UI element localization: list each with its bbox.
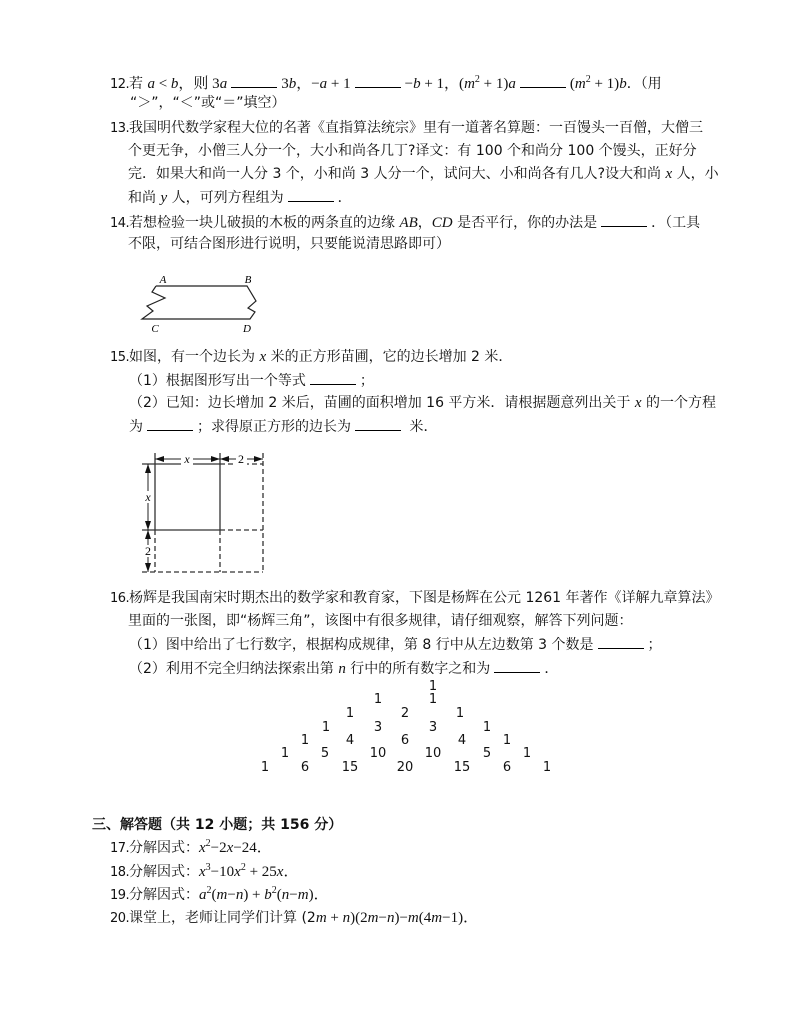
math-op: −1)．	[442, 910, 479, 926]
text-run: ；	[647, 637, 662, 653]
problem-13-line-2: 个更无争，小僧三人分一个，大小和尚各几丁?译文：有 100 个和尚分 100 个馒头，正好分	[128, 143, 697, 159]
text-run: ．（用	[626, 76, 662, 92]
math-var: x	[634, 395, 642, 411]
triangle-number: 1	[428, 692, 438, 707]
text-run: 课堂上，老师让同学们计算 (2	[129, 910, 316, 926]
superscript: 2	[474, 74, 480, 85]
problem-16-part-1	[129, 635, 662, 654]
math-op: )(2	[350, 910, 368, 926]
dashed-extension	[142, 453, 263, 572]
problem-18	[110, 863, 298, 883]
problem-12-line-2: “＞”，“＜”或“＝”填空）	[130, 95, 286, 111]
problem-16-line-2: 里面的一张图，即“杨辉三角”，该图中有很多规律，请仔细观察，解答下列问题：	[128, 613, 633, 629]
math-op: −	[404, 76, 414, 92]
text-run: 若想检验一块儿破损的木板的两条直的边缘	[129, 215, 400, 231]
math-op: ．	[283, 864, 299, 880]
math-op: + 25	[245, 864, 277, 880]
math-var: AB	[399, 215, 418, 231]
triangle-number: 1	[260, 760, 270, 775]
triangle-number: 3	[428, 720, 438, 735]
math-op: −2	[210, 840, 227, 856]
math-var: y	[160, 190, 168, 206]
label-left-2: 2	[145, 544, 151, 558]
triangle-number: 5	[482, 746, 492, 761]
label-c: C	[151, 323, 159, 335]
math-var: a	[199, 887, 207, 903]
answer-blank	[601, 213, 647, 227]
math-var: m	[297, 887, 309, 903]
problem-number: 17.	[110, 841, 130, 856]
text-run: （1）图中给出了七行数字，根据构成规律，第 8 行中从左边数第 3 个数是	[129, 637, 594, 653]
text-run: （2）已知：边长增加 2 米后，苗圃的面积增加 16 平方米．请根据题意列出关于	[129, 395, 635, 411]
math-op: −	[289, 887, 298, 903]
math-var: x	[259, 349, 267, 365]
math-op: −	[227, 887, 236, 903]
text-run: 为	[129, 419, 143, 435]
broken-board-figure	[130, 265, 280, 340]
text-run: 若	[129, 76, 148, 92]
math-op: ) +	[243, 887, 265, 903]
triangle-number: 1	[345, 706, 355, 721]
math-op: )．	[308, 887, 329, 903]
math-op: )−	[394, 910, 408, 926]
text-run: ．	[337, 190, 352, 206]
problem-12-line-1	[110, 74, 662, 95]
problem-number: 15.	[110, 350, 130, 365]
answer-blank	[520, 74, 566, 88]
problem-number: 13.	[110, 121, 130, 136]
problem-number: 14.	[110, 216, 130, 231]
math-var: m	[407, 910, 419, 926]
triangle-number: 3	[373, 720, 383, 735]
answer-blank	[355, 74, 401, 88]
triangle-number: 2	[400, 706, 410, 721]
triangle-number: 6	[502, 760, 512, 775]
math-var: x	[234, 864, 241, 880]
math-var: n	[386, 910, 395, 926]
answer-blank	[598, 635, 644, 649]
problem-14-line-1	[110, 213, 700, 233]
answer-blank	[355, 417, 401, 431]
problem-13-line-3	[128, 165, 719, 183]
math-var: b	[413, 76, 421, 92]
problem-19	[110, 886, 329, 906]
math-var: n	[281, 887, 290, 903]
answer-blank	[494, 659, 540, 673]
math-op: <	[154, 76, 171, 92]
text-run: （2）利用不完全归纳法探索出第	[129, 661, 339, 677]
text-run: + 1，(	[420, 76, 465, 92]
math-num: 3	[281, 76, 289, 92]
label-a: A	[159, 274, 167, 286]
math-var: x	[226, 840, 234, 856]
label-d: D	[243, 323, 251, 335]
superscript: 2	[205, 838, 211, 849]
math-var: b	[619, 76, 627, 92]
text-run: 完．如果大和尚一人分 3 个，小和尚 3 人分一个，试问大、小和尚各有几人?设大和尚	[128, 166, 666, 182]
problem-14-line-2: 不限，可结合图形进行说明，只要能说清思路即可）	[128, 236, 450, 252]
problem-13-line-1	[110, 119, 703, 138]
math-var: b	[264, 887, 272, 903]
math-op: (	[276, 887, 282, 903]
triangle-number: 1	[502, 733, 512, 748]
text-run: ；求得原正方形的边长为	[197, 419, 351, 435]
triangle-number: 4	[457, 733, 467, 748]
answer-blank	[310, 371, 356, 385]
superscript: 3	[205, 862, 211, 873]
problem-number: 18.	[110, 865, 130, 880]
text-run: 和尚	[128, 190, 161, 206]
triangle-number: 1	[300, 733, 310, 748]
problem-17	[110, 839, 272, 859]
text-run: 分解因式：	[129, 864, 199, 880]
superscript: 2	[240, 862, 246, 873]
triangle-number: 6	[400, 733, 410, 748]
math-var: x	[276, 864, 284, 880]
problem-number: 16.	[110, 591, 130, 606]
triangle-number: 5	[320, 746, 330, 761]
math-var: x	[199, 840, 206, 856]
math-var: n	[235, 887, 244, 903]
problem-20	[110, 909, 478, 928]
text-run: 的一个方程	[641, 395, 717, 411]
arrow-heads	[145, 456, 263, 572]
math-var: n	[342, 910, 351, 926]
math-op: −10	[210, 864, 235, 880]
problem-15-line-4	[129, 417, 437, 436]
math-var: m	[216, 887, 228, 903]
label-b: B	[244, 274, 252, 286]
math-op: (4	[418, 910, 432, 926]
text-run: ，	[417, 215, 432, 231]
text-run: 行中的所有数字之和为	[345, 661, 491, 677]
triangle-number: 6	[300, 760, 310, 775]
math-var: x	[199, 864, 206, 880]
problem-16-part-2	[129, 659, 558, 678]
text-run: ，−	[296, 76, 320, 92]
math-op: +	[326, 910, 343, 926]
text-run: 人，小	[672, 166, 719, 182]
text-run: ，则 3	[178, 76, 220, 92]
problem-15-line-1	[110, 348, 512, 367]
problem-16-line-1	[110, 589, 720, 608]
answer-blank	[288, 188, 334, 202]
label-top-x: x	[184, 452, 190, 466]
problem-number: 19.	[110, 888, 130, 903]
math-op: + 1)	[479, 76, 509, 92]
problem-13-line-4	[128, 188, 352, 207]
text-run: （1）根据图形写出一个等式	[129, 373, 306, 389]
board-outline	[142, 286, 256, 319]
text-run: ．（工具	[651, 215, 701, 231]
text-run: 我国明代数学家程大位的名著《直指算法统宗》里有一道著名算题：一百馒头一百僧，大僧三	[129, 120, 703, 136]
answer-blank	[231, 74, 277, 88]
label-left-x: x	[145, 490, 151, 504]
text-run: 米的正方形苗圃，它的边长增加 2 米．	[266, 349, 513, 365]
dimension-lines	[148, 459, 263, 572]
text-run: 米．	[405, 419, 438, 435]
math-var: m	[315, 910, 327, 926]
section-heading: 三、解答题（共 12 小题；共 156 分）	[92, 817, 343, 833]
triangle-number: 1	[373, 692, 383, 707]
triangle-number: 20	[396, 760, 414, 775]
math-op: + 1	[327, 76, 351, 92]
label-top-2: 2	[238, 452, 244, 466]
math-var: b	[170, 76, 179, 92]
math-var: m	[431, 910, 443, 926]
math-op: −	[378, 910, 387, 926]
triangle-number: 4	[345, 733, 355, 748]
triangle-number: 1	[542, 760, 552, 775]
triangle-number: 15	[453, 760, 471, 775]
text-run: ．	[544, 661, 559, 677]
math-op: (	[211, 887, 217, 903]
math-var: a	[319, 76, 328, 92]
math-op: + 1)	[590, 76, 620, 92]
triangle-number: 1	[455, 706, 465, 721]
text-run: 杨辉是我国南宋时期杰出的数学家和教育家，下图是杨辉在公元 1261 年著作《详解九章算法》	[129, 590, 720, 606]
math-var: n	[338, 661, 346, 677]
triangle-number: 1	[482, 720, 492, 735]
triangle-number: 1	[522, 746, 532, 761]
problem-number: 12.	[110, 77, 130, 92]
triangle-number: 1	[321, 720, 331, 735]
superscript: 2	[271, 885, 277, 896]
text-run: 分解因式：	[129, 887, 199, 903]
triangle-number: 15	[341, 760, 359, 775]
text-run: 如图，有一个边长为	[129, 349, 260, 365]
triangle-number: 1	[280, 746, 290, 761]
text-run: 人，可列方程组为	[167, 190, 284, 206]
superscript: 2	[585, 74, 591, 85]
superscript: 2	[206, 885, 212, 896]
math-var: b	[288, 76, 297, 92]
math-var: m	[464, 76, 475, 92]
math-var: x	[665, 166, 673, 182]
math-var: m	[367, 910, 379, 926]
triangle-number: 1	[428, 679, 438, 694]
math-op: (	[569, 76, 575, 92]
math-var: a	[147, 76, 155, 92]
text-run: 分解因式：	[129, 840, 199, 856]
math-var: a	[508, 76, 516, 92]
problem-15-part-1	[129, 371, 374, 390]
text-run: 是否平行，你的办法是	[452, 215, 598, 231]
square-garden-figure	[135, 445, 275, 580]
math-var: m	[574, 76, 586, 92]
answer-blank	[147, 417, 193, 431]
problem-15-part-2	[129, 394, 716, 412]
problem-number: 20.	[110, 911, 130, 926]
math-var: a	[219, 76, 228, 92]
math-op: −24．	[233, 840, 272, 856]
triangle-number: 10	[424, 746, 442, 761]
triangle-number: 10	[369, 746, 387, 761]
text-run: ；	[359, 373, 374, 389]
math-var: CD	[431, 215, 453, 231]
